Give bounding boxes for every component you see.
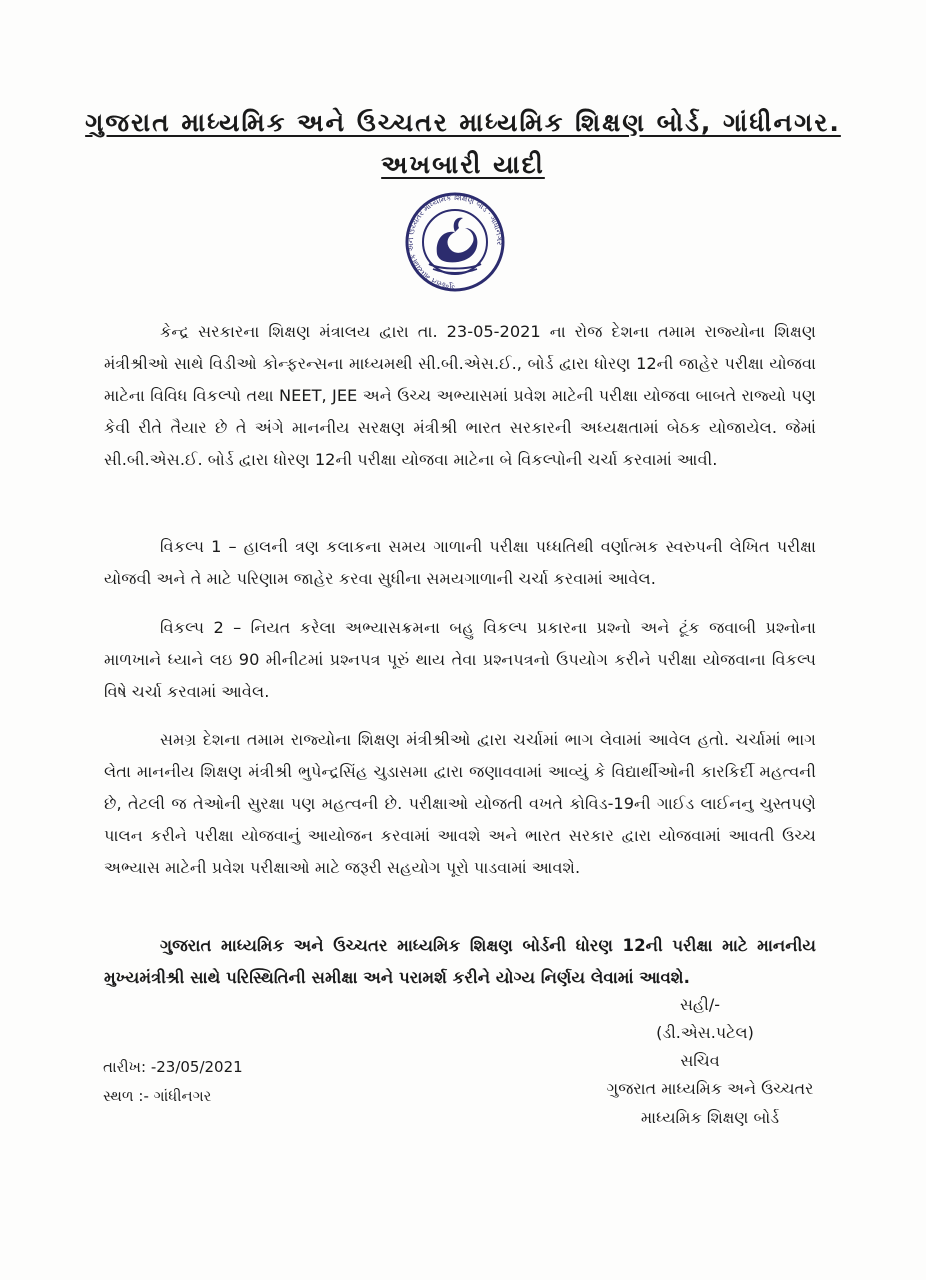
- paragraph-text: કેન્દ્ર સરકારના શિક્ષણ મંત્રાલય દ્વારા તા. 23-05-2021 ના રોજ દેશના તમામ રાજ્યોના શિક્ષણ મંત્રીશ્રીઓ સાથે વિડીઓ કોન્ફરન્સના માધ્યમથી સી.બી.એસ.ઈ., બોર્ડ દ્વારા ધોરણ 12ની જાહેર પરીક્ષા યોજવા માટેના વિવિધ વિકલ્પો તથા NEET, JEE અને ઉચ્ચ અભ્યાસમાં પ્રવેશ માટેની પરીક્ષા યોજવા બાબતે રાજ્યો પણ કેવી રીતે તૈયાર છે તે અંગે માનનીય સરક્ષણ મંત્રીશ્રી ભારત સરકારની અધ્યક્ષતામાં બેઠક યોજાયેલ. જેમાં સી.બી.એસ.ઈ. બોર્ડ દ્વારા ધોરણ 12ની પરીક્ષા યોજવા માટેના બે વિકલ્પોની ચર્ચા કરવામાં આવી.: [104, 322, 816, 469]
- paragraph-option-2: [104, 612, 816, 708]
- board-seal-logo: [385, 192, 525, 296]
- signatory-role: સચિવ: [680, 1051, 720, 1070]
- paragraph-option-1: [104, 531, 816, 595]
- paragraph-text: વિકલ્પ 1 – હાલની ત્રણ કલાકના સમય ગાળાની પરીક્ષા પધ્ધતિથી વર્ણાત્મક સ્વરુપની લેખિત પરીક્ષા યોજવી અને તે માટે પરિણામ જાહેર કરવા સુધીના સમયગાળાની ચર્ચા કરવામાં આવેલ.: [104, 537, 816, 588]
- release-date: તારીખ: -23/05/2021: [103, 1058, 243, 1076]
- paragraph-text: સમગ્ર દેશના તમામ રાજ્યોના શિક્ષણ મંત્રીશ્રીઓ દ્વારા ચર્ચામાં ભાગ લેવામાં આવેલ હતો. ચર્ચામાં ભાગ લેતા માનનીય શિક્ષણ મંત્રીશ્રી ભુપેન્દ્રસિંહ ચુડાસમા દ્વારા જણાવવામાં આવ્યું કે વિદ્યાર્થીઓની કારકિર્દી મહત્વની છે, તેટલી જ તેઓની સુરક્ષા પણ મહત્વની છે. પરીક્ષાઓ યોજતી વખતે કોવિડ-19ની ગાઈડ લાઈનનુ ચુસ્તપણે પાલન કરીને પરીક્ષા યોજવાનું આયોજન કરવામાં આવશે અને ભારત સરકાર દ્વારા યોજવામાં આવતી ઉચ્ચ અભ્યાસ માટેની પ્રવેશ પરીક્ષાઓ માટે જરૂરી સહયોગ પૂરો પાડવામાં આવશે.: [104, 730, 816, 877]
- seal-ring-text: ગુજરાત માધ્યમિક અને ઉચ્ચતર માધ્યમિક શિક્ષણ બોર્ડ · ગાંધીનગર: [405, 192, 505, 292]
- signatory-name: (ડી.એસ.પટેલ): [656, 1023, 754, 1042]
- board-title: ગુજરાત માધ્યમિક અને ઉચ્ચતર માધ્યમિક શિક્ષણ બોર્ડ, ગાંધીનગર.: [85, 108, 841, 137]
- release-place: સ્થળ :- ગાંધીનગર: [103, 1087, 212, 1105]
- signature-label: સહી/-: [679, 995, 721, 1014]
- paragraph-board-decision: [104, 930, 816, 994]
- press-release-heading: અખબારી યાદી: [381, 150, 545, 179]
- paragraph-minister-statement: [104, 724, 816, 884]
- signatory-organization: ગુજરાત માધ્યમિક અને ઉચ્ચતર માધ્યમિક શિક્ષણ બોર્ડ: [606, 1079, 814, 1127]
- paragraph-text: ગુજરાત માધ્યમિક અને ઉચ્ચતર માધ્યમિક શિક્ષણ બોર્ડની ધોરણ 12ની પરીક્ષા માટે માનનીય મુખ્યમંત્રીશ્રી સાથે પરિસ્થિતિની સમીક્ષા અને પરામર્શ કરીને યોગ્ય નિર્ણય લેવામાં આવશે.: [104, 936, 816, 987]
- paragraph-text: વિકલ્પ 2 – નિયત કરેલા અભ્યાસક્રમના બહુ વિકલ્પ પ્રકારના પ્રશ્નો અને ટૂંક જવાબી પ્રશ્નોના માળખાને ધ્યાને લઇ 90 મીનીટમાં પ્રશ્નપત્ર પૂરું થાય તેવા પ્રશ્નપત્રનો ઉપયોગ કરીને પરીક્ષા યોજવાના વિકલ્પ વિષે ચર્ચા કરવામાં આવેલ.: [104, 618, 816, 701]
- paragraph-meeting-details: [104, 316, 816, 476]
